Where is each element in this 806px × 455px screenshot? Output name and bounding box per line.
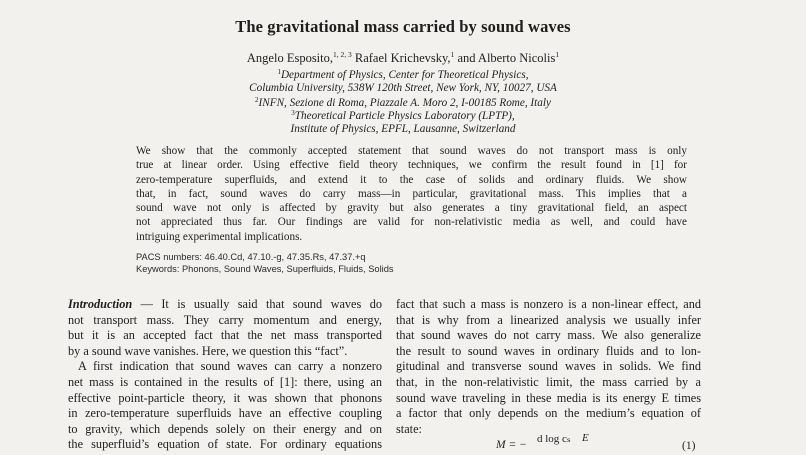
abstract-line: zero-temperature superfluids, and extend it to the case of solids and ordinary fluids. We show: [136, 173, 687, 186]
author-krichevsky: Rafael Krichevsky,: [351, 51, 451, 65]
body-line: not transport mass. They carry momentum and energy,: [68, 312, 382, 327]
body-line: but it is an accepted fact that the net mass transported: [68, 328, 382, 343]
equation-numerator: d log cₛ: [537, 433, 571, 445]
right-column: [396, 297, 701, 437]
body-line: the result to sound waves in ordinary fluids and to lon-: [396, 343, 701, 358]
author-nicolis: and Alberto Nicolis: [454, 51, 556, 65]
abstract: [136, 144, 687, 244]
body-line: gitudinal and transverse sound waves in solids. We find: [396, 359, 701, 374]
body-line: a factor that only depends on the medium’s equation of: [396, 406, 701, 421]
body-line: to gravity, which depends solely on their energy and on: [68, 421, 382, 436]
author-nicolis-sup: 1: [555, 50, 560, 59]
body-line: by a sound wave vanishes. Here, we question this “fact”.: [68, 343, 348, 358]
keywords: Keywords: Phonons, Sound Waves, Superfluids, Fluids, Solids: [136, 264, 394, 274]
affiliation-3-line-2: Institute of Physics, EPFL, Lausanne, Switzerland: [290, 123, 516, 135]
affiliation-1-line-2: Columbia University, 538W 120th Street, New York, NY, 10027, USA: [249, 82, 557, 94]
body-line: net mass is contained in the results of [1]: there, using an: [68, 374, 382, 389]
body-line: [68, 297, 382, 313]
affiliation-1-text: Department of Physics, Center for Theoretical Physics,: [280, 69, 529, 81]
abstract-line: true at linear order. Using effective field theory techniques, we confirm the result found in [1] for: [136, 159, 687, 172]
abstract-line: sound wave not only is affected by gravity but also generates a tiny gravitational field, an aspect: [136, 202, 687, 215]
body-line: state:: [396, 421, 422, 436]
affiliation-2: [0, 96, 806, 109]
equation-rhs: E: [582, 432, 589, 444]
author-list: [0, 50, 806, 66]
equation-lhs: M = −: [496, 439, 527, 451]
author-esposito: Angelo Esposito,: [246, 51, 333, 65]
abstract-line: We show that the commonly accepted statement that sound waves do not transport mass is only: [136, 145, 687, 157]
body-line: that, in the non-relativistic limit, the mass carried by a: [396, 374, 701, 389]
intro-heading: Introduction: [68, 297, 133, 311]
author-esposito-sup: 1, 2, 3: [333, 50, 352, 59]
pacs-numbers: PACS numbers: 46.40.Cd, 47.10.-g, 47.35.Rs, 47.37.+q: [136, 252, 366, 262]
body-line: the superfluid’s equation of state. For ordinary equations: [68, 437, 382, 452]
affiliation-2-text: INFN, Sezione di Roma, Piazzale A. Moro 2, I-00185 Rome, Italy: [258, 97, 551, 109]
body-line: that sound waves do not carry mass. We also generalize: [396, 328, 701, 343]
affiliation-2-sup: 2: [255, 96, 259, 104]
paper-title: The gravitational mass carried by sound waves: [235, 17, 571, 36]
affiliation-1-line-1: [0, 68, 806, 81]
affiliation-1-sup: 1: [277, 68, 281, 76]
abstract-line: not appreciated thus far. Our findings are valid for non-relativistic media as well, and could have: [136, 216, 687, 229]
body-line: A first indication that sound waves can carry a nonzero: [78, 359, 382, 374]
body-line: effective point-particle theory, it was shown that phonons: [68, 390, 382, 405]
equation-label: (1): [682, 440, 696, 452]
affiliation-3-sup: 3: [291, 109, 295, 117]
body-line: in zero-temperature superfluids have an effective coupling: [68, 406, 382, 421]
body-line: fact that such a mass is nonzero is a non-linear effect, and: [396, 297, 701, 311]
body-line: that is why from a linearized analysis we usually infer: [396, 312, 701, 327]
body-line: sound wave traveling in these media is its energy E times: [396, 390, 701, 405]
abstract-line: intriguing experimental implications.: [136, 230, 303, 243]
affiliation-3-text: Theoretical Particle Physics Laboratory (LPTP),: [294, 110, 515, 122]
author-krichevsky-sup: 1: [450, 50, 455, 59]
affiliation-3-line-1: [0, 109, 806, 122]
left-column: [68, 297, 382, 453]
abstract-line: that, in fact, sound waves do carry mass—in particular, gravitational mass. This implies that a: [136, 187, 687, 200]
body-line-text: — It is usually said that sound waves do: [132, 297, 382, 311]
